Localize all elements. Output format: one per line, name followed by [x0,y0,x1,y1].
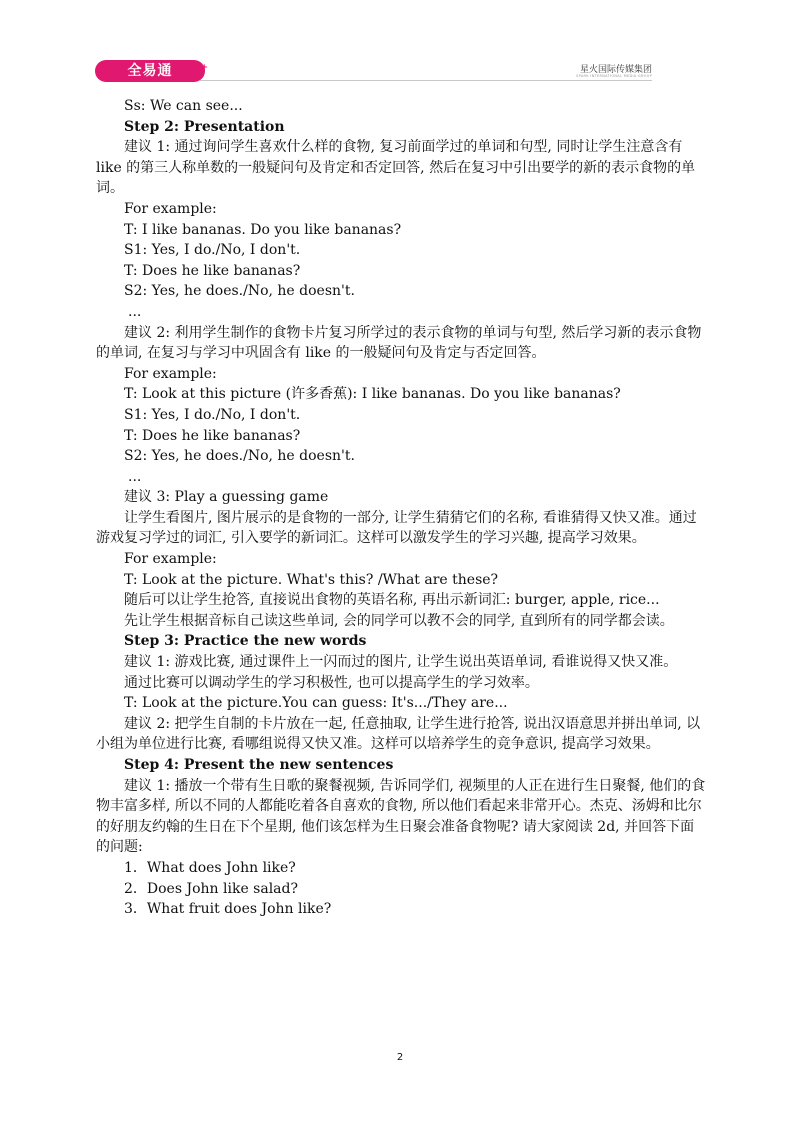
paragraph: 建议 1: 游戏比赛, 通过课件上一闪而过的图片, 让学生说出英语单词, 看谁说得又快又准。 [124,654,678,671]
publisher-name-en: SPARK INTERNATIONAL MEDIA GROUP [576,74,652,78]
logo-text: 全易通 [127,63,173,79]
paragraph: For example: [124,551,217,568]
paragraph: 2．Does John like salad? [124,880,299,897]
paragraph: 建议 3: Play a guessing game [124,489,329,506]
paragraph: S2: Yes, he does./No, he doesn't. [124,283,355,300]
paragraph: T: Does he like bananas? [124,262,301,279]
paragraph: 1．What does John like? [124,859,296,876]
step-heading: Step 4: Present the new sentences [124,757,394,773]
header-divider [200,80,652,81]
paragraph: 建议 2: 把学生自制的卡片放在一起, 任意抽取, 让学生进行抢答, 说出汉语意思并拼出单词, 以小组为单位进行比赛, 看哪组说得又快又准。这样可以培养学生的竞争意识, 提高学习效果。 [96,715,701,753]
page-number: 2 [396,1052,404,1063]
step-heading: Step 3: Practice the new words [124,633,367,650]
paragraph: 先让学生根据音标自己读这些单词, 会的同学可以教不会的同学, 直到所有的同学都会读。 [124,612,674,629]
paragraph: 建议 1: 通过询问学生喜欢什么样的食物, 复习前面学过的单词和句型, 同时让学生注意含有 like 的第三人称单数的一般疑问句及肯定和否定回答, 然后在复习中引出要学的新的表示食物的单词。 [96,139,696,197]
paragraph: ... [128,303,142,320]
paragraph: T: Does he like bananas? [124,427,301,444]
paragraph: 3．What fruit does John like? [124,901,332,918]
paragraph: 通过比赛可以调动学生的学习积极性, 也可以提高学生的学习效率。 [124,674,539,691]
paragraph: T: Look at the picture.You can guess: It's.../They are... [124,695,508,712]
paragraph: T: Look at the picture. What's this? /What are these? [124,571,499,588]
paragraph: Ss: We can see... [124,98,243,114]
paragraph: T: I like bananas. Do you like bananas? [124,221,402,238]
paragraph: ... [128,468,142,485]
paragraph: 建议 2: 利用学生制作的食物卡片复习所学过的表示食物的单词与句型, 然后学习新的表示食物的单词, 在复习与学习中巩固含有 like 的一般疑问句及肯定与否定回答。 [96,324,702,362]
page-header [0,0,800,90]
paragraph: S2: Yes, he does./No, he doesn't. [124,448,355,465]
paragraph: For example: [124,365,217,382]
document-body [96,96,706,920]
logo-star-icon: + [200,63,209,73]
paragraph: S1: Yes, I do./No, I don't. [124,406,301,423]
logo [95,60,209,82]
paragraph: S1: Yes, I do./No, I don't. [124,242,301,259]
paragraph: For example: [124,200,217,217]
paragraph: 建议 1: 播放一个带有生日歌的聚餐视频, 告诉同学们, 视频里的人正在进行生日聚餐, 他们的食物丰富多样, 所以不同的人都能吃着各自喜欢的食物, 所以他们看起来非常开心。杰克、汤姆和比尔的好朋友约翰的生日在下个星期, 他们该怎样为生日聚会准备食物呢? 请大家阅读 2d, 并回答下面的问题: [96,777,706,856]
paragraph: 随后可以让学生抢答, 直接说出食物的英语名称, 再出示新词汇: burger, apple, rice... [124,592,660,609]
step-heading: Step 2: Presentation [124,118,285,135]
publisher-name: 星火国际传媒集团 [579,65,652,75]
paragraph: T: Look at this picture (许多香蕉): I like bananas. Do you like bananas? [124,386,621,403]
paragraph: 让学生看图片, 图片展示的是食物的一部分, 让学生猜猜它们的名称, 看谁猜得又快又准。通过游戏复习学过的词汇, 引入要学的新词汇。这样可以激发学生的学习兴趣, 提高学习效果。 [96,509,697,547]
